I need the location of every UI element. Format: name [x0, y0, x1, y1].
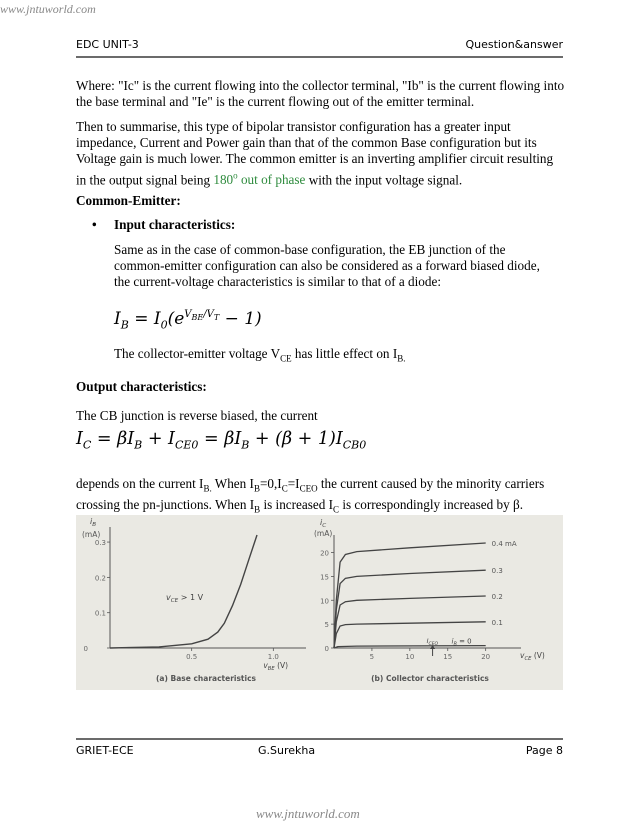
- plot-b-xlabel: $v_{CE}$ (V): [520, 651, 545, 662]
- paragraph-where: Where: "Ic" is the current flowing into the collector terminal, "Ib" is the current flowing into the base terminal and "Ie" is the current flowing out of the emitter terminal.: [76, 78, 565, 110]
- section-title-common-emitter: Common-Emitter:: [76, 193, 181, 208]
- header-rule: [76, 56, 563, 58]
- vce-text: The collector-emitter voltage $V_{CE}$ has little effect on $I_{B.}$: [114, 346, 406, 364]
- bullet-dot: •: [92, 217, 97, 232]
- plot-b-xtick-label: 20: [481, 653, 491, 661]
- plot-b-ytick-label: 10: [320, 597, 329, 606]
- plot-a-annotation: $v_{CE} > 1$ V: [166, 593, 204, 604]
- plot-a-xtick-label: 0.5: [186, 653, 198, 661]
- plot-a-ytick-label: 0.2: [94, 574, 106, 583]
- input-characteristics-text: Same as in the case of common-base configuration, the EB junction of the common-emitter configuration can also be considered as a forward biased diode, the current-voltage characteristics is similar to that of a diode:: [114, 242, 540, 290]
- plot-b-ylabel-symbol: $i_C$: [320, 518, 327, 529]
- plot-a-xlabel: $v_{BE}$ (V): [263, 661, 289, 672]
- plot-b-ytick-label: 20: [320, 549, 329, 558]
- plot-b-ytick-label: 5: [324, 621, 329, 630]
- footer-right: Page 8: [525, 744, 563, 757]
- paragraph-summary: [76, 119, 565, 188]
- footer-center: G.Surekha: [258, 744, 316, 757]
- plot-b-series-label: $i_B = 0$: [451, 637, 472, 648]
- plot-b-xtick-label: 10: [405, 653, 415, 661]
- characteristics-svg: [76, 515, 563, 690]
- plot-b-ylabel-unit: (mA): [314, 529, 333, 538]
- depends-text: depends on the current $I_{B.}$ When $I_B=0,I_C=I_{CEO}$ the current caused by the minority carriers crossing the pn-junctions. When $I_B$ is increased $I_C$ is correspondingly increased by β.: [76, 476, 545, 515]
- plot-a-ytick-label: 0.1: [94, 609, 106, 618]
- plot-b-ytick-label: 15: [320, 573, 329, 582]
- plot-b-ytick-label: 0: [324, 645, 329, 653]
- characteristics-figure: [76, 515, 563, 690]
- summary-main: Then to summarise, this type of bipolar transistor configuration has a greater input impedance, Current and Power gain than that of the common Base configuration but its Voltage gain is much lower. The common emitter is an inverting amplifier circuit resulting in the output signal being: [76, 119, 554, 187]
- plot-b-curve: [334, 543, 486, 648]
- watermark-bottom: www.jntuworld.com: [256, 806, 360, 821]
- plot-a-xtick-label: 1.0: [267, 653, 279, 661]
- plot-a-ylabel-unit: (mA): [82, 530, 101, 539]
- footer-rule: [76, 738, 563, 740]
- header-left: EDC UNIT-3: [76, 38, 139, 51]
- plot-b-title: (b) Collector characteristics: [371, 674, 489, 683]
- plot-a-title: (a) Base characteristics: [156, 674, 256, 683]
- plot-b-curve: [334, 570, 486, 648]
- plot-b-series-label: 0.4 mA: [491, 540, 517, 548]
- equation-ic: $I_C = \beta I_B + I_{CE0} = \beta I_B + (\beta + 1)I_{CB0}$: [76, 429, 367, 452]
- plot-a-curve: [110, 535, 257, 648]
- watermark-top: www.jntuworld.com: [0, 2, 96, 16]
- plot-b-series-label: 0.1: [491, 618, 503, 627]
- summary-tail: with the input voltage signal.: [305, 172, 463, 187]
- plot-b-xtick-label: 15: [443, 653, 453, 661]
- footer-left: GRIET-ECE: [76, 744, 134, 757]
- plot-b-series-label: 0.3: [491, 567, 503, 576]
- phase-highlight: 180$^o$ out of phase: [213, 170, 306, 187]
- equation-ib: $I_B = I_0(e^{V_{BE}/V_T} - 1)$: [114, 309, 262, 332]
- plot-a-ylabel-symbol: $i_B$: [90, 517, 97, 528]
- header-right: Question&answer: [465, 38, 563, 51]
- plot-a-ytick-label: 0: [83, 645, 88, 653]
- plot-b-xtick-label: 5: [369, 653, 375, 661]
- cb-junction-text: The CB junction is reverse biased, the current: [76, 408, 318, 423]
- plot-a-ytick-label: 0.3: [94, 539, 106, 548]
- plot-b-iceo-label: $I_{CEO}$: [426, 637, 439, 647]
- bullet-input-characteristics: Input characteristics:: [114, 217, 236, 232]
- section-title-output: Output characteristics:: [76, 379, 207, 394]
- plot-b-series-label: 0.2: [491, 592, 503, 601]
